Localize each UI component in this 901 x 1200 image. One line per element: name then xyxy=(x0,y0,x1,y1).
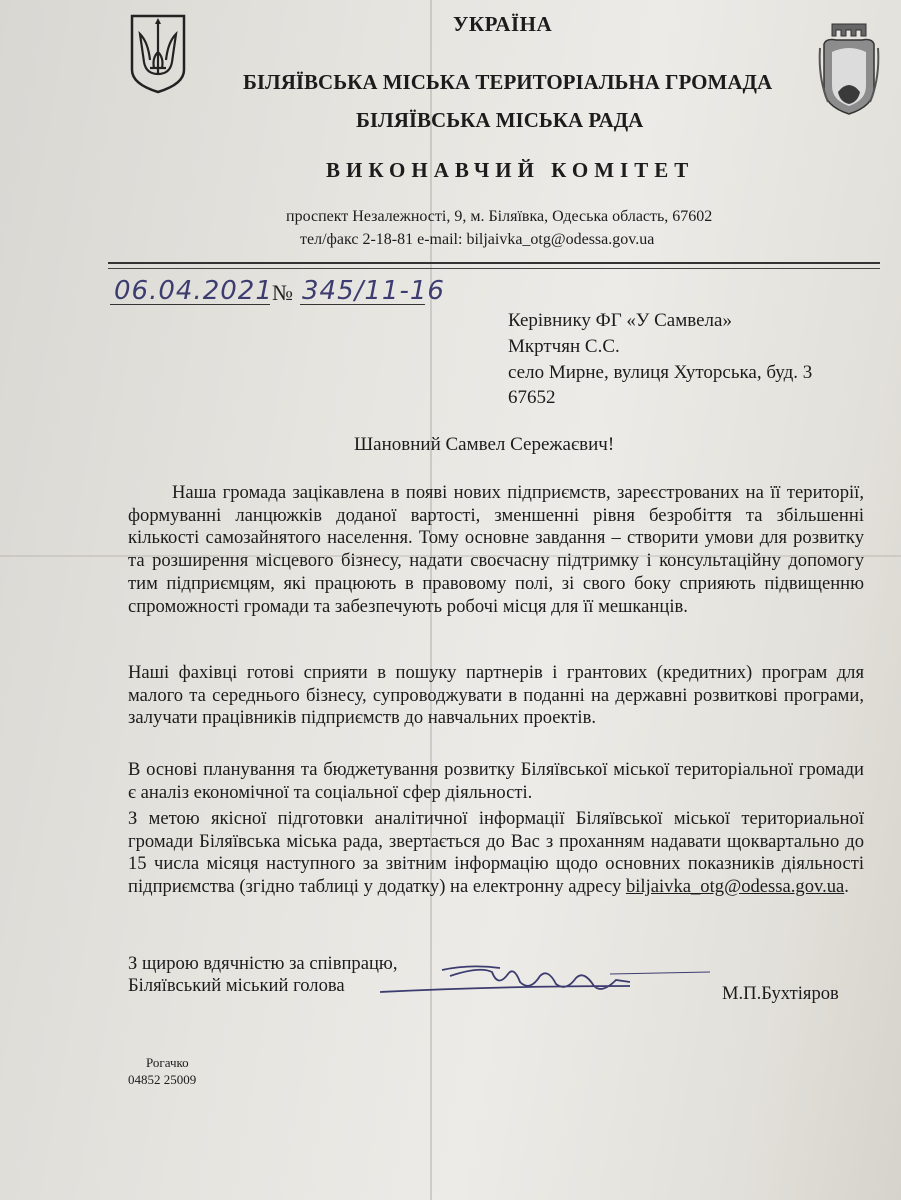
handwritten-signature xyxy=(380,962,710,1002)
executor-phone: 04852 25009 xyxy=(128,1072,197,1087)
header-country: УКРАЇНА xyxy=(453,12,553,36)
signer-name: М.П.Бухтіяров xyxy=(722,983,839,1004)
letter-paragraph-4 xyxy=(128,808,864,899)
registration-number: 345/11-16 xyxy=(302,276,445,306)
recipient-name: Мкртчян С.С. xyxy=(508,336,620,357)
date-underline xyxy=(110,304,270,305)
trident-emblem-icon xyxy=(128,12,188,94)
letter-greeting: Шановний Самвел Сережаєвич! xyxy=(354,434,615,455)
closing-position: Біляївський міський голова xyxy=(128,975,345,996)
letter-paragraph-3: В основі планування та бюджетування розвитку Біляївської міської територіальної громади є аналіз економічної та соціальної сфер діяльності. xyxy=(128,759,864,803)
header-divider-thick xyxy=(108,262,880,264)
header-committee: ВИКОНАВЧИЙ КОМІТЕТ xyxy=(326,158,695,182)
registration-number-sign: № xyxy=(272,280,293,305)
executor-name: Рогачко xyxy=(146,1055,189,1070)
paragraph-4-end: . xyxy=(844,876,849,898)
recipient-postcode: 67652 xyxy=(508,387,556,408)
registration-date: 06.04.2021 xyxy=(114,276,273,306)
recipient-title: Керівнику ФГ «У Самвела» xyxy=(508,310,732,331)
number-underline xyxy=(300,304,425,305)
header-contacts: тел/факс 2-18-81 e-mail: biljaivka_otg@odessa.gov.ua xyxy=(300,231,655,248)
closing-gratitude: З щирою вдячністю за співпрацю, xyxy=(128,953,398,974)
letter-paragraph-1: Наша громада зацікавлена в появі нових підприємств, зареєстрованих на її території, формуванні ланцюжків доданої вартості, зменшенні рівня безробіття та збільшенні кількості самозайнятого населення. Тому основне завдання – створити умови для розвитку та розширення місцевого бізнесу, надати своєчасну підтримку і консультаційну допомогу тим підприємцям, які працюють в правовому полі, зі свого боку сприяють підвищенню спроможності громади та забезпечують робочі місця для її мешканців. xyxy=(128,482,864,617)
header-address: проспект Незалежності, 9, м. Біляївка, Одеська область, 67602 xyxy=(286,208,713,225)
header-divider-thin xyxy=(108,268,880,269)
city-coat-of-arms-icon xyxy=(818,18,880,118)
letter-paragraph-2: Наші фахівці готові сприяти в пошуку партнерів і грантових (кредитних) програм для малого та середнього бізнесу, супроводжувати в поданні на державні розвиткові програми, залучати працівників підприємств до навчальних проектів. xyxy=(128,662,864,729)
email-link[interactable]: biljaivka_otg@odessa.gov.ua xyxy=(625,876,845,898)
header-council: БІЛЯЇВСЬКА МІСЬКА РАДА xyxy=(356,108,644,132)
paragraph-4-text: З метою якісної підготовки аналітичної інформації Біляївської міської териториальної громади Біляївська міська рада, звертається до Вас з проханням надавати щоквартально до 15 числа місяця наступного за звітним інформацію щодо основних показників діяльності підприємства (згідно таблиці у додатку) на електронну адресу xyxy=(128,808,864,898)
recipient-address: село Мирне, вулиця Хуторська, буд. 3 xyxy=(508,362,813,383)
header-community: БІЛЯЇВСЬКА МІСЬКА ТЕРИТОРІАЛЬНА ГРОМАДА xyxy=(243,70,773,94)
